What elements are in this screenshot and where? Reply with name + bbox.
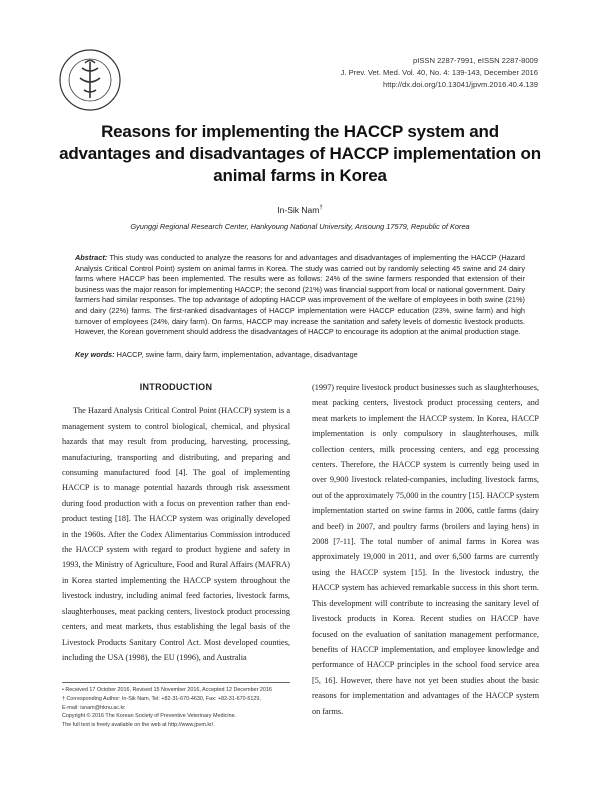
society-logo xyxy=(58,48,122,112)
journal-citation: J. Prev. Vet. Med. Vol. 40, No. 4: 139-143, December 2016 xyxy=(340,68,538,77)
abstract-text: This study was conducted to analyze the reasons for and advantages and disadvantages of implementing the HACCP (Hazard Analysis Critical Control Point) system on animal farms in Korea. The study was carried out by randomly selecting 45 swine and 24 dairy farms where HACCP has been implemented. The results were as follows: 24% of the swine farmers responded that extension of their business was the major reason for implementing HACCP; the second (21%) was financial support from local or national government. Dairy farmers had similar responses. The top advantage of adopting HACCP was improvement of the welfare of employees in both swine (21%) and dairy (22%) farms. The first-ranked disadvantages of HACCP implementation were HACCP education (23%, swine farm) and high turnover of employees (24%, dairy farm). On farms, HACCP may increase the sanitation and safety levels of domestic livestock products. However, the Korean government should address the disadvantages of HACCP to encourage its adoption at the animal production stage. xyxy=(75,253,525,337)
right-column xyxy=(312,380,539,719)
intro-paragraph-left: The Hazard Analysis Critical Control Point (HACCP) system is a management system to control biological, chemical, and physical hazards that may result from producing, harvesting, processing, manufacturing, transporting and distributing, and preparing and consuming manufactured food [4]. The goal of implementing HACCP is to manage potential hazards through risk assessment during food production with a focus on prevention rather than end-product testing [18]. The HACCP system was originally developed in the 1960s. After the Codex Alimentarius Commission introduced the HACCP system with regard to product hygiene and safety in 1993, the Ministry of Agriculture, Food and Rural Affairs (MAFRA) in Korea started implementing the HACCP system throughout the livestock industry, including animal feed factories, livestock farms, slaughterhouses, meat packing centers, livestock product processing centers, and meat markets, thus establishing the legal basis of the Livestock Products Sanitary Control Act. Most developed counties, including the USA (1998), the EU (1996), and Australia xyxy=(62,406,290,662)
article-title xyxy=(40,121,560,187)
author-name: In-Sik Nam xyxy=(277,205,320,215)
doi-link[interactable]: http://dx.doi.org/10.13041/jpvm.2016.40.4.139 xyxy=(383,80,538,89)
intro-paragraph-right: (1997) require livestock product businesses such as slaughterhouses, meat packing centers, livestock product processing centers, and meat markets to implement the HACCP system. In Korea, HACCP implementation is only compulsory in slaughterhouses, milk collection centers, milk processing centers, and egg processing centers. Therefore, the HACCP system is currently being used in over 9,900 livestock related-companies, including livestock farms, out of the approximately 75,000 in the country [15]. HACCP system implementation started on swine farms in 2006, cattle farms (dairy and beef) in 2007, and poultry farms (broilers and laying hens) in 2008 [7-11]. The total number of animal farms in Korea was approximately 19,000 in 2011, and over 6,500 farms are currently using the HACCP system [15]. In the livestock industry, the HACCP system has achieved remarkable success in this short term. This development will contribute to increasing the sanitary level of livestock products in Korea. Recent studies on HACCP have focused on the evaluation of sanitation management performance, benefits of HACCP implementation, and employee knowledge and performance of HACCP principles in the school food service area [5, 16]. However, there have not yet been studies about the basic reasons for implementation and advantages of the HACCP system on farms. xyxy=(312,383,539,716)
abstract xyxy=(75,253,525,338)
abstract-label: Abstract: xyxy=(75,253,108,262)
received-dates: • Received 17 October 2016, Revised 15 November 2016, Accepted 12 December 2016 xyxy=(62,687,272,693)
keywords-text: HACCP, swine farm, dairy farm, implementation, advantage, disadvantage xyxy=(116,350,358,359)
keywords-label: Key words: xyxy=(75,350,115,359)
issn: pISSN 2287-7991, eISSN 2287-8009 xyxy=(413,56,538,65)
author xyxy=(0,205,600,215)
journal-header xyxy=(341,55,538,91)
copyright: Copyright © 2016 The Korean Society of Preventive Veterinary Medicine. xyxy=(62,713,237,720)
affiliation: Gyunggi Regional Research Center, Hankyoung National University, Ansoung 17579, Republic of Korea xyxy=(130,222,470,231)
access-note: The full text is freely available on the web at http://www.jpvm.kr/. xyxy=(62,722,215,729)
keywords xyxy=(75,350,525,361)
author-email[interactable]: E-mail: isnam@hknu.ac.kr xyxy=(62,704,125,711)
footnotes xyxy=(62,686,302,730)
left-column xyxy=(62,380,290,665)
footnote-divider xyxy=(62,682,290,683)
section-heading: INTRODUCTION xyxy=(139,382,213,392)
author-mark: † xyxy=(319,205,323,212)
title-line-2: advantages and disadvantages of HACCP implementation on xyxy=(59,144,541,163)
corresponding-author: † Corresponding Author: In-Sik Nam, Tel: +82-31-670-4630, Fax: +82-31-670-5129, xyxy=(62,695,261,702)
title-line-3: animal farms in Korea xyxy=(213,166,387,185)
title-line-1: Reasons for implementing the HACCP system and xyxy=(101,122,499,141)
